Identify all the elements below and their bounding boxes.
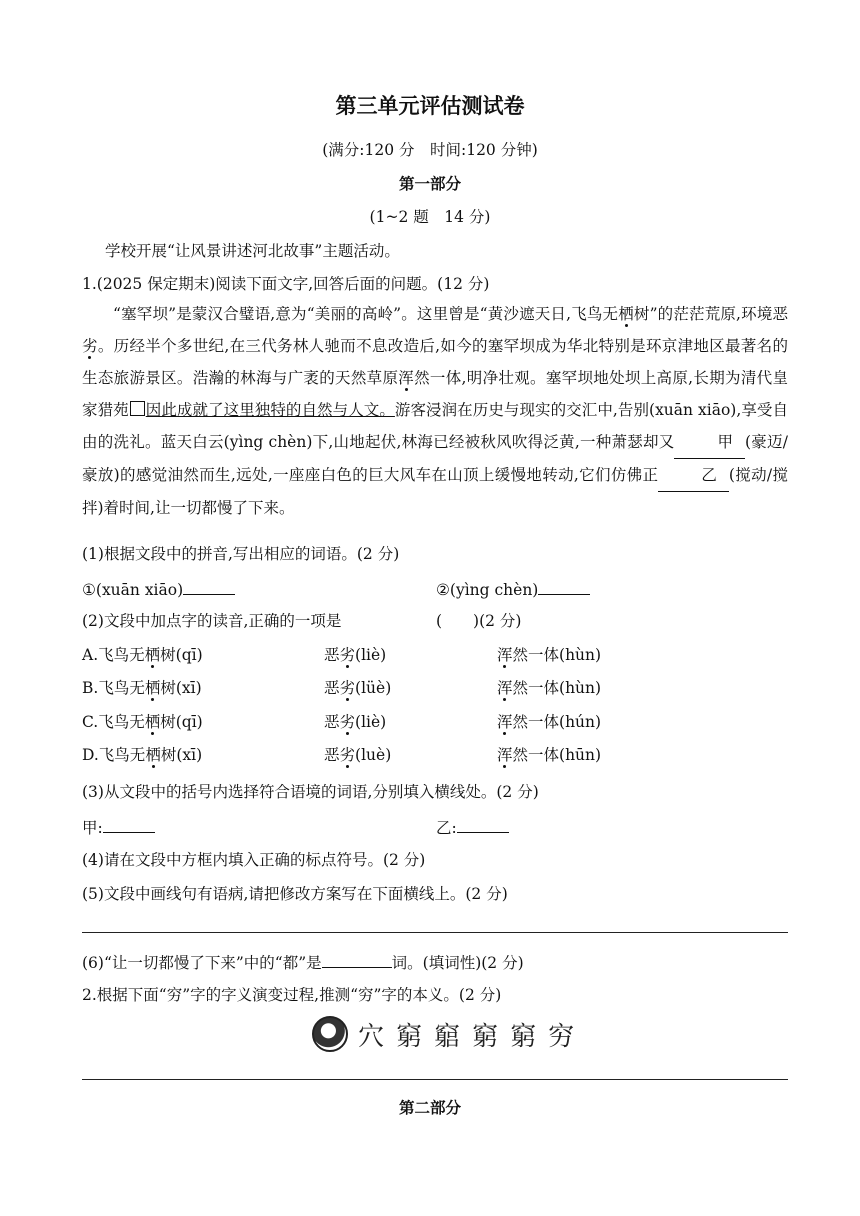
option-a-part3: 浑然一体(hùn) (497, 646, 602, 664)
q1-sub4: (4)请在文段中方框内填入正确的标点符号。(2 分) (82, 851, 426, 869)
q1-sub6: (6)“让一切都慢了下来”中的“都”是 词。(填词性)(2 分) (82, 951, 524, 973)
blank-jia[interactable]: 甲 (674, 426, 745, 459)
option-c-part3: 浑然一体(hún) (497, 713, 602, 731)
option-c[interactable]: C.飞鸟无栖树(qī) (82, 713, 203, 731)
option-d-part3: 浑然一体(hūn) (497, 746, 602, 764)
q1-sub1: (1)根据文段中的拼音,写出相应的词语。(2 分) (82, 545, 400, 563)
part-one-range: (1~2 题 14 分) (369, 208, 491, 226)
option-d[interactable]: D.飞鸟无栖树(xī) (82, 746, 203, 764)
answer-blank[interactable] (103, 816, 155, 833)
activity-intro: 学校开展“让风景讲述河北故事”主题活动。 (105, 242, 400, 260)
exam-meta: (满分:120 分 时间:120 分钟) (322, 141, 538, 159)
blank-yi[interactable]: 乙 (658, 459, 729, 492)
character-evolution-strip (312, 1014, 576, 1054)
option-b-part3: 浑然一体(hùn) (497, 679, 602, 697)
q1-sub2-answer[interactable]: ( )(2 分) (436, 612, 522, 630)
answer-blank[interactable] (183, 578, 235, 595)
part-two-heading: 第二部分 (398, 1098, 461, 1117)
option-d-part2: 恶劣(luè) (324, 746, 392, 764)
option-a[interactable]: A.飞鸟无栖树(qī) (82, 646, 203, 664)
q1-sub3: (3)从文段中的括号内选择符合语境的词语,分别填入横线处。(2 分) (82, 783, 539, 801)
q1-sub3-yi: 乙: (436, 816, 509, 838)
answer-line[interactable] (82, 932, 788, 933)
option-b[interactable]: B.飞鸟无栖树(xī) (82, 679, 202, 697)
dotted-char: 栖 (618, 305, 634, 323)
glyph: 窮 (396, 1021, 425, 1052)
q1-sub2: (2)文段中加点字的读音,正确的一项是 (82, 612, 342, 630)
punctuation-box[interactable] (130, 401, 145, 416)
option-a-part2: 恶劣(liè) (324, 646, 387, 664)
answer-blank[interactable] (538, 578, 590, 595)
dotted-char: 劣 (82, 337, 98, 355)
dotted-char: 浑 (398, 369, 415, 387)
option-c-part2: 恶劣(liè) (324, 713, 387, 731)
reading-passage: “塞罕坝”是蒙汉合璧语,意为“美丽的高岭”。这里曾是“黄沙遮天日,飞鸟无栖树”的茫茫荒原,环境恶劣。历经半个多世纪,在三代务林人驰而不息改造后,如今的塞罕坝成为华北特别是环京津地区最著名的生态旅游景区。浩瀚的林海与广袤的天然草原浑然一体,明净壮观。塞罕坝地处坝上高原,长期为清代皇家猎苑 因此成就了这里独特的自然与人文。游客浸润在历史与现实的交汇中,告别(xuān xiāo),享受自由的洗礼。蓝天白云(yìng chèn)下,山地起伏,林海已经被秋风吹得泛黄,一种萧瑟却又 甲 (豪迈/豪放)的感觉油然而生,远处,一座座白色的巨大风车在山顶上缓慢地转动,它们仿佛正 乙 (搅动/搅拌)着时间,让一切都慢了下来。 (82, 305, 788, 517)
glyph: 穷 (548, 1021, 577, 1052)
glyph: 窮 (510, 1021, 539, 1052)
q1-sub1-a: ①(xuān xiāo) (82, 578, 235, 600)
question-1: 1.(2025 保定期末)阅读下面文字,回答后面的问题。(12 分) (82, 275, 490, 293)
part-one-heading: 第一部分 (398, 174, 461, 193)
glyph: 竆 (434, 1021, 463, 1052)
q1-sub1-b: ②(yìng chèn) (436, 578, 590, 600)
q1-sub5: (5)文段中画线句有语病,请把修改方案写在下面横线上。(2 分) (82, 885, 508, 903)
glyph: 穴 (358, 1021, 387, 1052)
answer-blank[interactable] (322, 951, 392, 968)
answer-line[interactable] (82, 1079, 788, 1080)
answer-blank[interactable] (457, 816, 509, 833)
question-2: 2.根据下面“穷”字的字义演变过程,推测“穷”字的本义。(2 分) (82, 986, 502, 1004)
option-b-part2: 恶劣(lüè) (324, 679, 392, 697)
underlined-sentence: 因此成就了这里独特的自然与人文。 (145, 401, 395, 419)
seal-glyph-icon (312, 1016, 348, 1052)
page-title: 第三单元评估测试卷 (335, 94, 525, 118)
glyph: 窮 (472, 1021, 501, 1052)
q1-sub3-jia: 甲: (82, 816, 155, 838)
